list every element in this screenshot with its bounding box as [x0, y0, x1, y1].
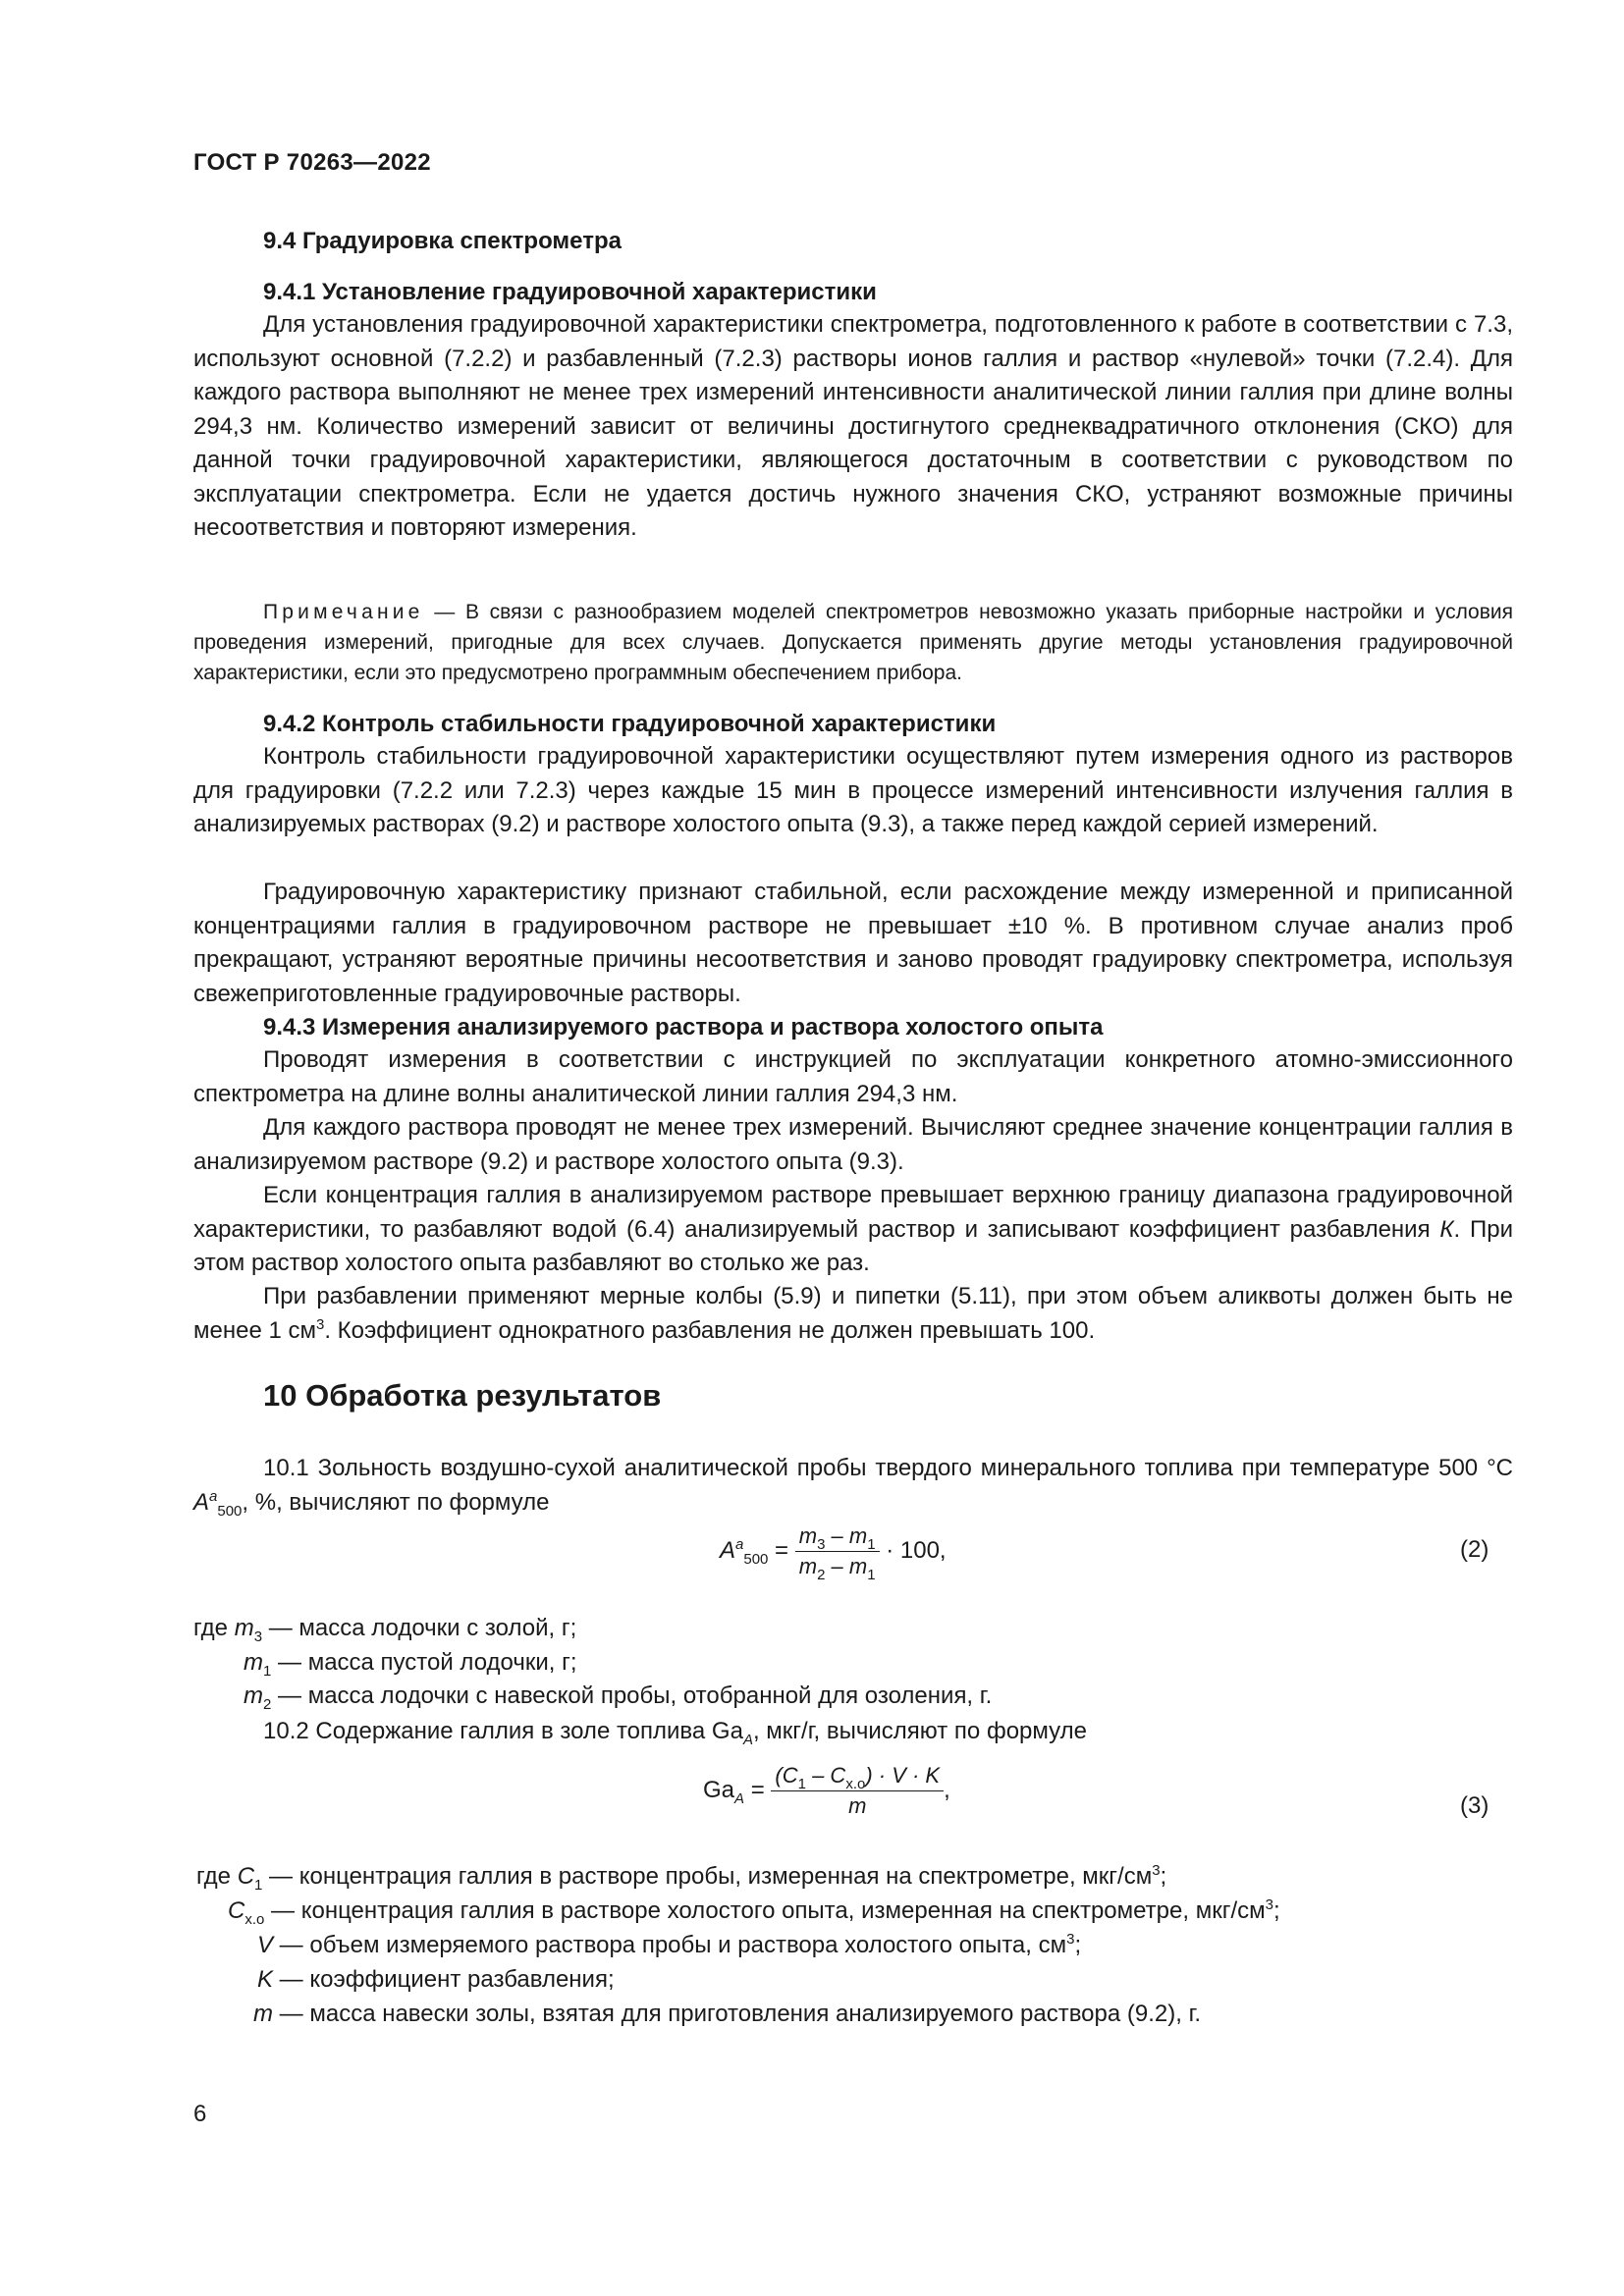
document-header: ГОСТ Р 70263—2022: [193, 149, 431, 176]
page-number: 6: [193, 2101, 207, 2127]
note-paragraph: [193, 597, 1513, 688]
section-10-1-paragraph: 10.1 Зольность воздушно-сухой аналитической пробы твердого минерального топлива при температуре 500 °С $A^a_{500}$, %, вычисляют по формуле: [193, 1455, 1513, 1520]
section-9-4-1-paragraph: Для установления градуировочной характеристики спектрометра, подготовленного к работе в соответствии с 7.3, используют основной (7.2.2) и разбавленный (7.2.3) растворы ионов галлия и раствор «нулевой» точки (7.2.4). Для каждого раствора выполняют не менее трех измерений интенсивности аналитической линии галлия при длине волны 294,3 нм. Количество измерений зависит от величины достигнутого среднеквадратичного отклонения (СКО) для данной точки градуировочной характеристики, являющегося достаточным в соответствии с руководством по эксплуатации спектрометра. Если не удается достичь нужного значения СКО, устраняют возможные причины несоответствия и повторяют измерения.: [193, 311, 1513, 541]
note-label: Примечание: [263, 601, 424, 623]
where-item-m2: $m_2$ — масса лодочки с навеской пробы, отобранной для озоления, г.: [244, 1682, 993, 1713]
section-9-4-3-heading: 9.4.3 Измерения анализируемого раствора и раствора холостого опыта: [263, 1014, 1104, 1041]
section-9-4-heading: 9.4 Градуировка спектрометра: [263, 228, 622, 254]
formula-3-number: (3): [1460, 1792, 1489, 1819]
where-item-m3: где $m_3$ — масса лодочки с золой, г;: [193, 1615, 577, 1645]
section-9-4-2-heading: 9.4.2 Контроль стабильности градуировочной характеристики: [263, 711, 997, 737]
formula-2-number: (2): [1460, 1536, 1489, 1563]
formula-3: $Ga_A$ = $\frac{(C_1 - C_{х.о}) \cdot V \cdot K}{m}$ ,: [703, 1763, 950, 1818]
section-10-2-paragraph: 10.2 Содержание галлия в золе топлива $Ga_A$, мкг/г, вычисляют по формуле: [263, 1718, 1087, 1748]
section-9-4-3-paragraph-4: При разбавлении применяют мерные колбы (5.9) и пипетки (5.11), при этом объем аликвоты должен быть не менее 1 $см^3$. Коэффициент однократного разбавления не должен превышать 100.: [193, 1283, 1513, 1344]
note-text: — В связи с разнообразием моделей спектрометров невозможно указать приборные настройки и условия проведения измерений, пригодные для всех случаев. Допускается применять другие методы установления градуировочной характеристики, если это предусмотрено программным обеспечением прибора.: [193, 601, 1513, 684]
section-9-4-1-heading: 9.4.1 Установление градуировочной характеристики: [263, 279, 877, 305]
section-9-4-3-paragraph-3: Если концентрация галлия в анализируемом растворе превышает верхнюю границу диапазона градуировочной характеристики, то разбавляют водой (6.4) анализируемый раствор и записывают коэффициент разбавления К. При этом раствор холостого опыта разбавляют во столько же раз.: [193, 1182, 1513, 1276]
where-item-cxo: $C_{х.о}$ — концентрация галлия в растворе холостого опыта, измеренная на спектрометре, мкг/$см^3$;: [228, 1896, 1280, 1928]
where-item-m1: $m_1$ — масса пустой лодочки, г;: [244, 1649, 577, 1680]
section-9-4-2-paragraph-2: Градуировочную характеристику признают стабильной, если расхождение между измеренной и приписанной концентрациями галлия в градуировочном растворе не превышает ±10 %. В противном случае анализ проб прекращают, устраняют вероятные причины несоответствия и заново проводят градуировку спектрометра, используя свежеприготовленные градуировочные растворы.: [193, 879, 1513, 1007]
section-9-4-3-paragraph-2: Для каждого раствора проводят не менее трех измерений. Вычисляют среднее значение концентрации галлия в анализируемом растворе (9.2) и растворе холостого опыта (9.3).: [193, 1114, 1513, 1175]
where-item-c1: где $C_1$ — концентрация галлия в растворе пробы, измеренная на спектрометре, мкг/$см^3$;: [196, 1862, 1167, 1894]
where-item-k: K — коэффициент разбавления;: [257, 1966, 615, 1993]
section-10-heading: 10 Обработка результатов: [263, 1378, 662, 1413]
formula-2: $A^a_{500}$ = $\frac{m_3 - m_1}{m_2 - m_1}$ · 100,: [720, 1523, 947, 1583]
section-9-4-2-paragraph-1: Контроль стабильности градуировочной характеристики осуществляют путем измерения одного из растворов для градуировки (7.2.2 или 7.2.3) через каждые 15 мин в процессе измерений интенсивности излучения галлия в анализируемых растворах (9.2) и растворе холостого опыта (9.3), а также перед каждой серией измерений.: [193, 743, 1513, 837]
where-item-v: V — объем измеряемого раствора пробы и раствора холостого опыта, $см^3$;: [257, 1931, 1082, 1958]
section-9-4-3-paragraph-1: Проводят измерения в соответствии с инструкцией по эксплуатации конкретного атомно-эмиссионного спектрометра на длине волны аналитической линии галлия 294,3 нм.: [193, 1046, 1513, 1107]
where-item-m: m — масса навески золы, взятая для приготовления анализируемого раствора (9.2), г.: [253, 2001, 1202, 2027]
